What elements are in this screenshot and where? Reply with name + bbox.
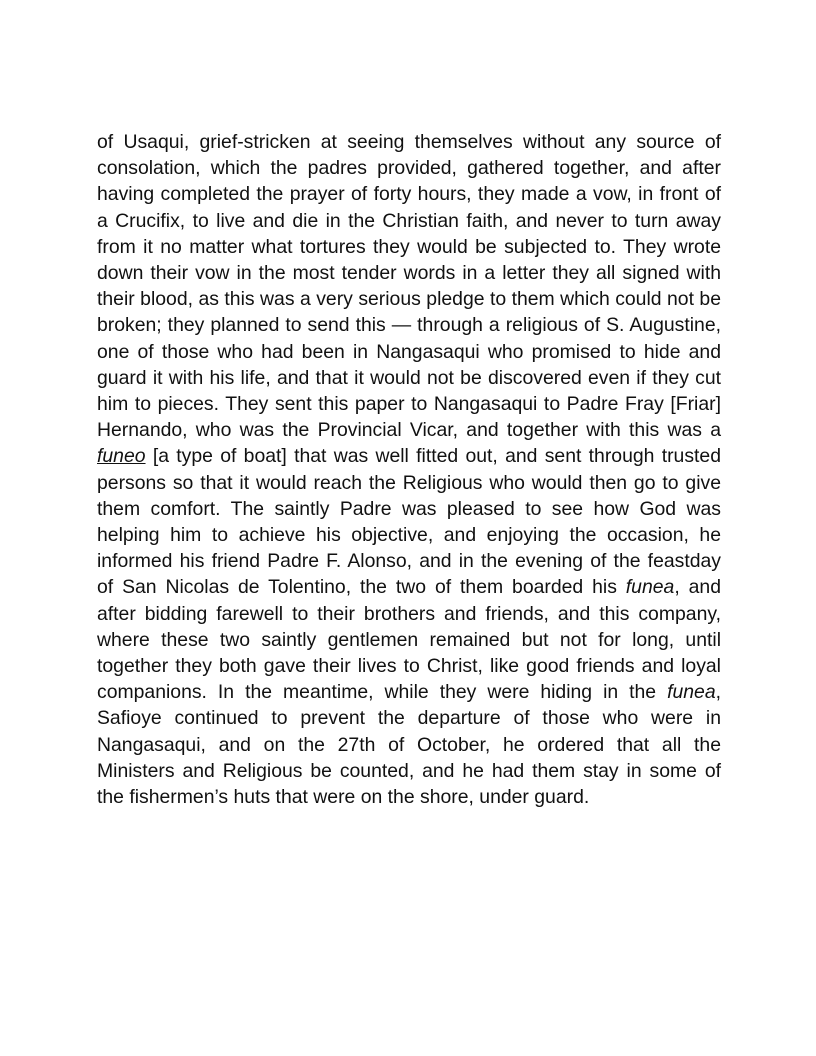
text-segment: , and after bidding farewell to their brothers and friends, and this company, where these two saintly gentlemen remained but not for long, until together they both gave their lives to Christ, like good friends and loyal companions. In the meantime, while they were hiding in the bbox=[97, 576, 721, 704]
body-paragraph bbox=[97, 129, 721, 810]
italic-term-funea: funea bbox=[667, 681, 716, 704]
italic-term-funea: funea bbox=[625, 576, 675, 599]
text-segment: of Usaqui, grief-stricken at seeing themselves without any source of consolation, which the padres provided, gathered together, and after having completed the prayer of forty hours, they made a vow, in front of a Crucifix, to live and die in the Christian faith, and never to turn away from it no matter what tortures they would be subjected to. They wrote down their vow in the most tender words in a letter they all signed with their blood, as this was a very serious pledge to them which could not be broken; they planned to send this — through a religious of S. Augustine, one of those who had been in Nangasaqui who promised to hide and guard it with his life, and that it would not be discovered even if they cut him to pieces. They sent this paper to Nangasaqui to Padre Fray [Friar] Hernando, who was the Provincial Vicar, and together with this was a bbox=[97, 131, 721, 442]
text-segment: [a type of boat] that was well fitted out, and sent through trusted persons so that it would reach the Religious who would then go to give them comfort. The saintly Padre was pleased to see how God was helping him to achieve his objective, and enjoying the occasion, he informed his friend Padre F. Alonso, and in the evening of the feastday of San Nicolas de Tolentino, the two of them boarded his bbox=[97, 445, 721, 599]
italic-term-funeo: funeo bbox=[97, 445, 146, 468]
text-segment: , Safioye continued to prevent the departure of those who were in Nangasaqui, and on the 27th of October, he ordered that all the Ministers and Religious be counted, and he had them stay in some of the fishermen’s huts that were on the shore, under guard. bbox=[97, 681, 721, 809]
